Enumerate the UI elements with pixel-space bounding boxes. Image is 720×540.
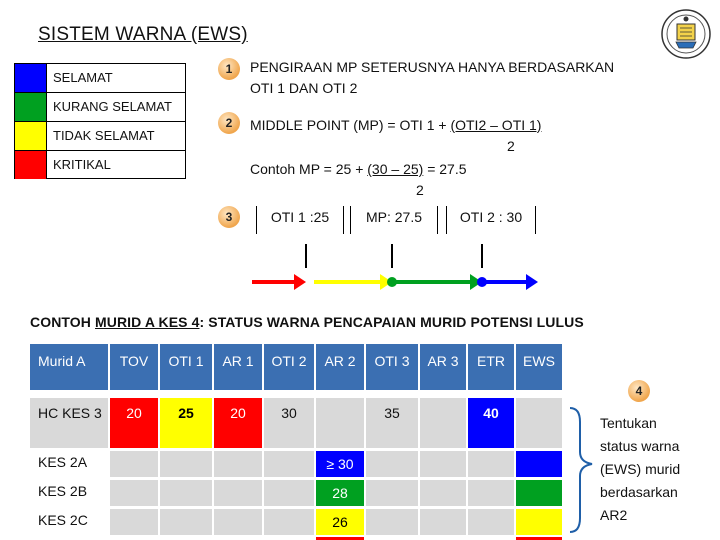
row-label: KES 2B [30,480,108,506]
instruction-callout [600,412,680,527]
mp-example-denominator: 2 [416,182,424,198]
row-label: HC KES 3 [30,398,108,448]
cell-tov [110,509,158,535]
cell-oti1 [160,509,212,535]
legend-swatch [15,93,47,121]
step-badge-2: 2 [218,112,240,134]
cell-etr [468,480,514,506]
header-oti1: OTI 1 [160,344,212,390]
mp-box: MP: 27.5 [350,206,438,234]
school-crest-icon [660,8,712,60]
cell-ews-green [516,480,562,506]
brace-icon [566,400,600,540]
cell-oti3 [366,509,418,535]
step-badge-4: 4 [628,380,650,402]
cell-oti2: 30 [264,398,314,448]
row-label: KES 2C [30,509,108,535]
legend-swatch [15,122,47,150]
header-oti2: OTI 2 [264,344,314,390]
legend-label: KURANG SELAMAT [53,99,172,114]
cell-oti3 [366,480,418,506]
cell-tov [110,451,158,477]
cell-ar3 [420,398,466,448]
callout-line: AR2 [600,507,628,523]
step1-text-line1: PENGIRAAN MP SETERUSNYA HANYA BERDASARKAN [250,59,615,75]
callout-line: status warna [600,438,680,454]
cell-oti1: 25 [160,398,212,448]
cell-ar3 [420,451,466,477]
header-etr: ETR [468,344,514,390]
header-oti3: OTI 3 [366,344,418,390]
cell-ar2: ≥ 30 [316,451,364,477]
cell-ar1: 20 [214,398,262,448]
case-heading [30,314,584,330]
header-ews: EWS [516,344,562,390]
mp-example [250,161,467,177]
cell-ar1 [214,480,262,506]
cell-etr [468,451,514,477]
cell-ar3 [420,509,466,535]
red-arrow [252,274,306,290]
legend-swatch [15,151,47,179]
cell-oti3: 35 [366,398,418,448]
mp-example-suffix: = 27.5 [423,161,467,177]
cell-tov [110,480,158,506]
cell-oti1 [160,451,212,477]
blue-arrow [477,274,538,290]
mp-formula-denominator: 2 [507,138,515,154]
header-ar3: AR 3 [420,344,466,390]
color-legend [14,63,186,179]
cell-etr [468,509,514,535]
cell-ar2: 28 [316,480,364,506]
header-ar1: AR 1 [214,344,262,390]
heading-prefix: CONTOH [30,314,95,330]
row-label: KES 2A [30,451,108,477]
cell-ews [516,398,562,448]
legend-item-kritikal [15,150,185,179]
cell-ar2 [316,398,364,448]
legend-label: TIDAK SELAMAT [53,128,155,143]
cell-ar3 [420,480,466,506]
cell-etr: 40 [468,398,514,448]
mp-example-numerator: (30 – 25) [367,161,424,177]
cell-oti2 [264,509,314,535]
cell-oti2 [264,451,314,477]
oti1-box: OTI 1 :25 [256,206,344,234]
cell-tov: 20 [110,398,158,448]
oti2-box: OTI 2 : 30 [446,206,536,234]
heading-highlight: MURID A KES 4 [95,314,200,330]
legend-label: SELAMAT [53,70,113,85]
header-murid: Murid A [30,344,108,390]
legend-item-kurang-selamat [15,92,185,121]
mp-example-prefix: Contoh MP = 25 + [250,161,368,177]
heading-suffix: : STATUS WARNA PENCAPAIAN MURID POTENSI LULUS [199,314,584,330]
legend-item-tidak-selamat [15,121,185,150]
mp-formula [250,117,541,133]
callout-line: (EWS) murid [600,461,681,477]
mp-formula-prefix: MIDDLE POINT (MP) = OTI 1 + [250,117,451,133]
legend-label: KRITIKAL [53,157,111,172]
yellow-arrow [314,274,392,290]
cell-ar2: 26 [316,509,364,535]
ews-arrow-scale [250,238,540,298]
step1-text-line2: OTI 1 DAN OTI 2 [250,80,358,96]
cell-oti2 [264,480,314,506]
cell-ar1 [214,509,262,535]
step-badge-1: 1 [218,58,240,80]
header-tov: TOV [110,344,158,390]
header-ar2: AR 2 [316,344,364,390]
cell-ews-blue [516,451,562,477]
mp-formula-numerator: (OTI2 – OTI 1) [450,117,542,133]
callout-line: Tentukan [600,415,657,431]
step-badge-3: 3 [218,206,240,228]
cell-oti3 [366,451,418,477]
cell-oti1 [160,480,212,506]
cell-ews-yellow [516,509,562,535]
green-arrow [387,274,482,290]
page-title: SISTEM WARNA (EWS) [38,24,248,45]
callout-line: berdasarkan [600,484,678,500]
legend-item-selamat [15,64,185,92]
legend-swatch [15,64,47,92]
cell-ar1 [214,451,262,477]
